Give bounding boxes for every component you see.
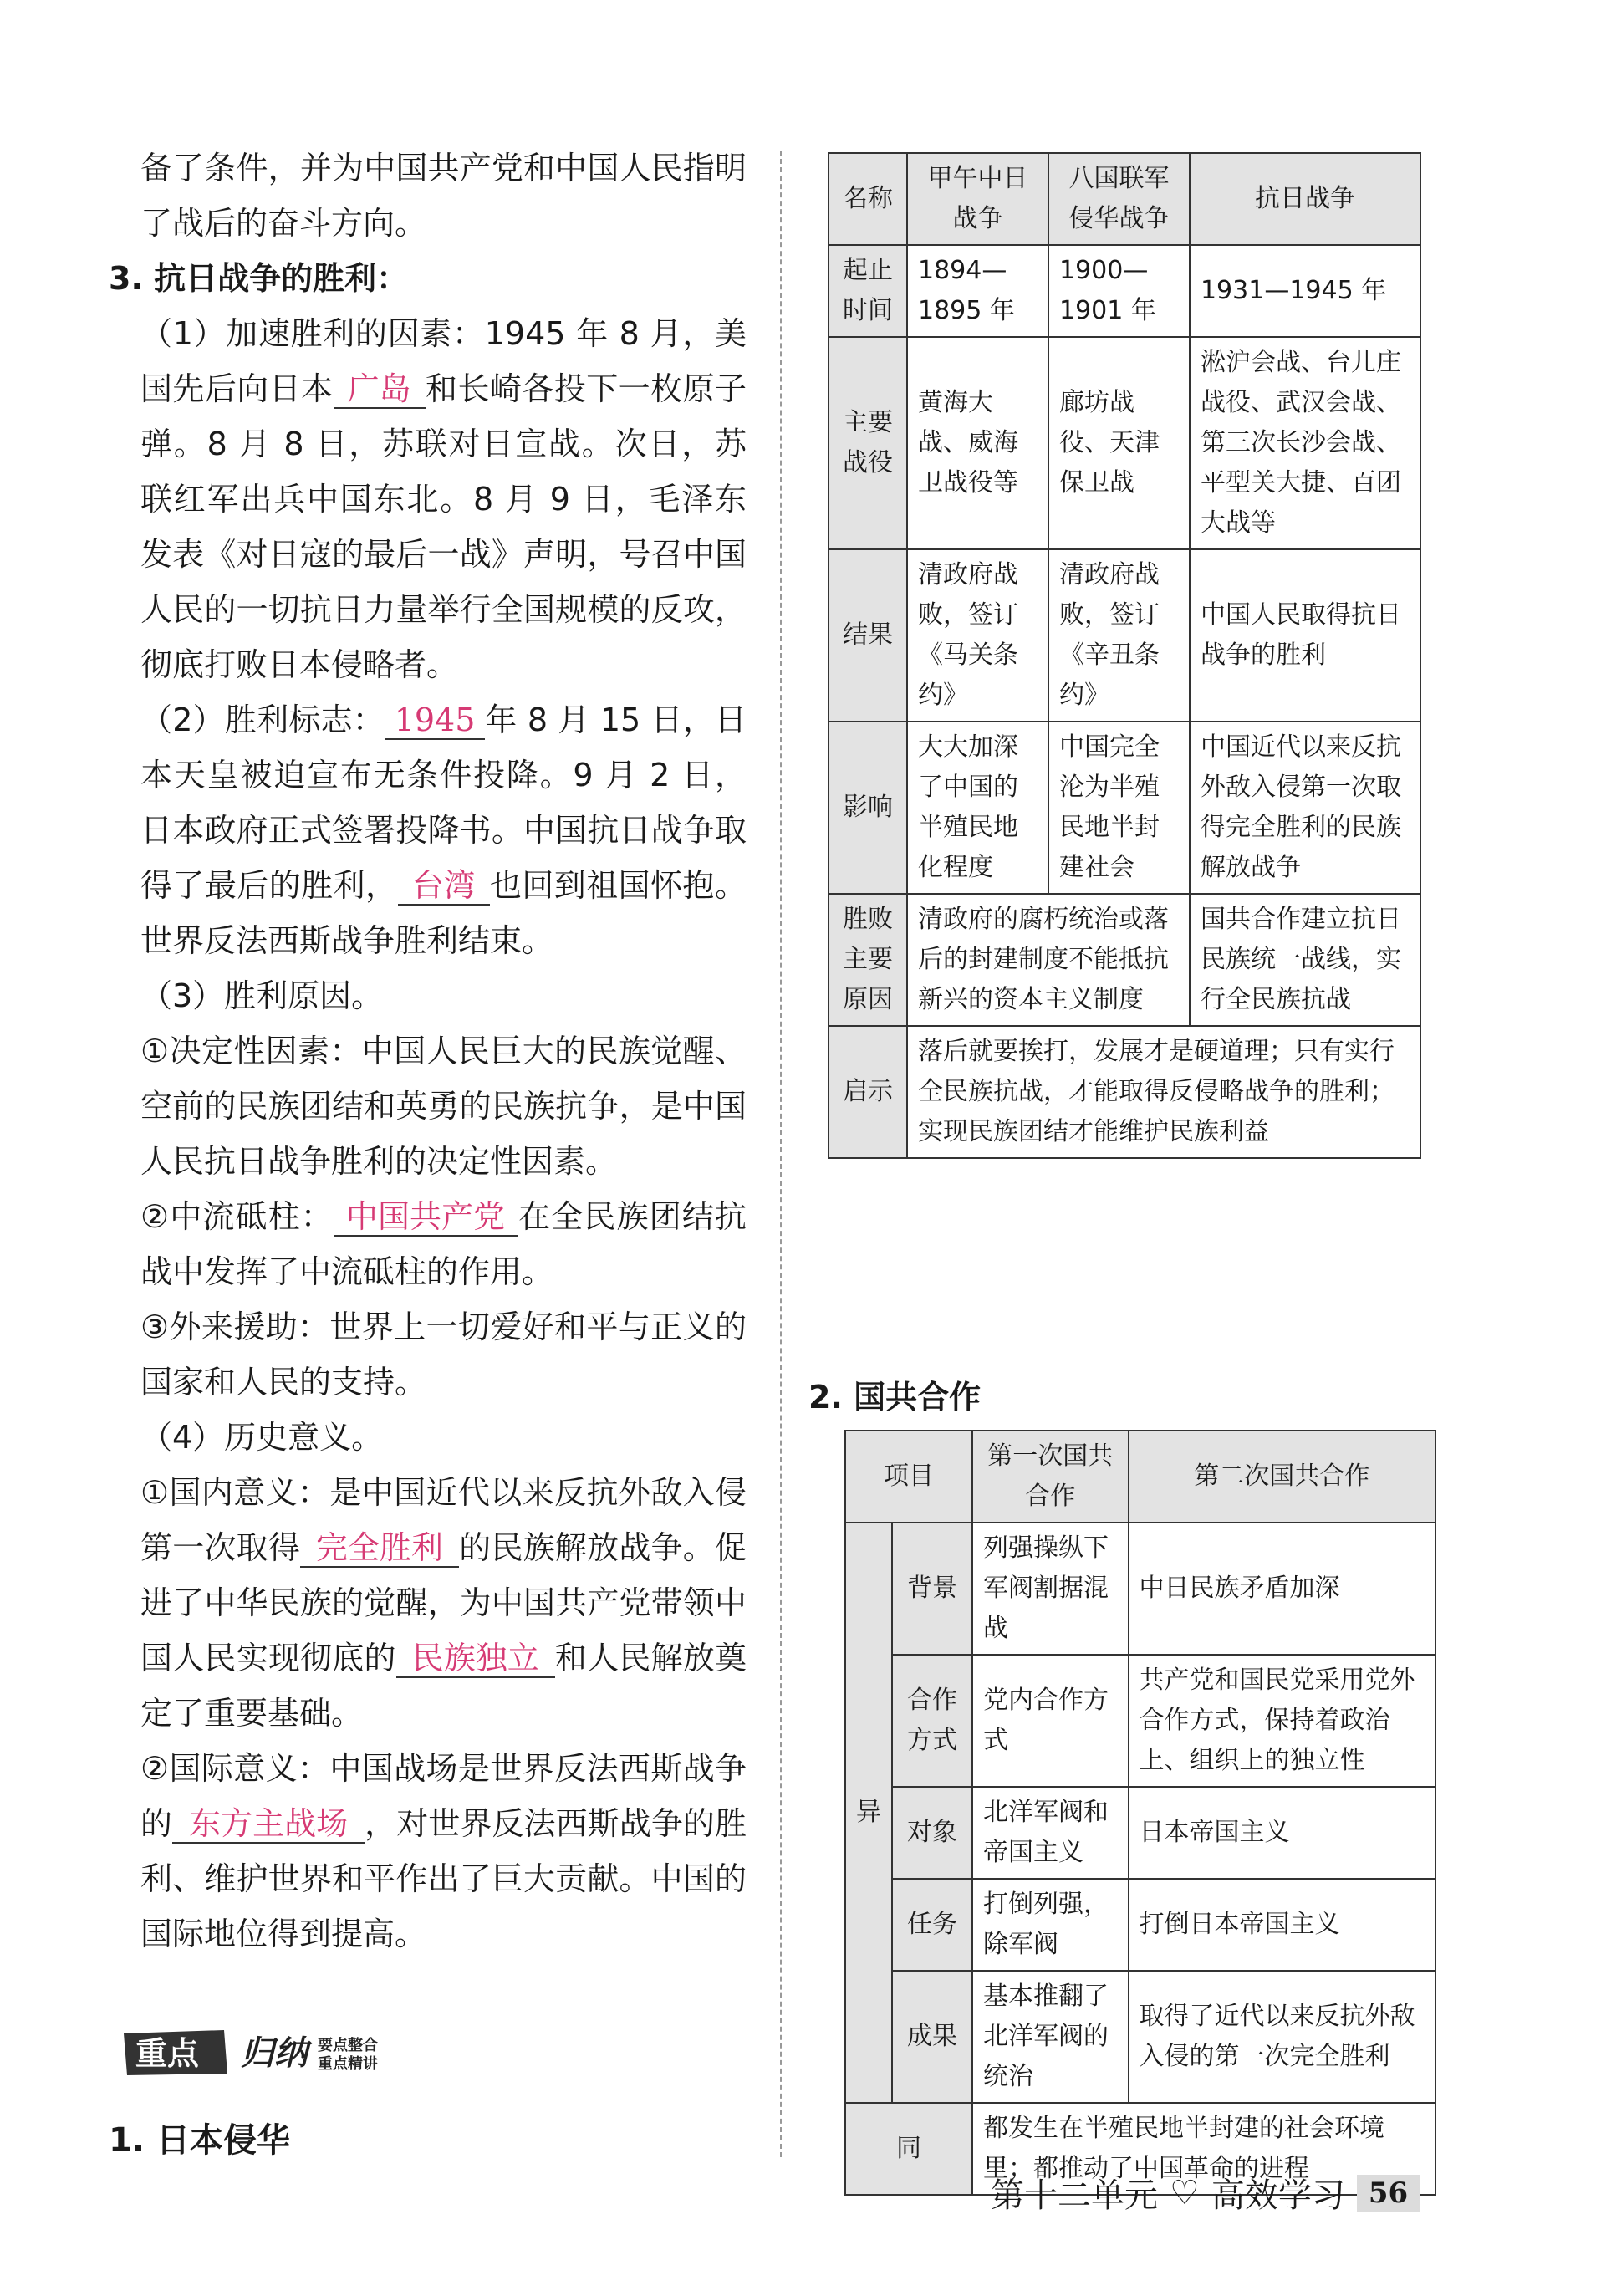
table-cell: 都发生在半殖民地半封建的社会环境里；都推动了中国革命的进程	[972, 2103, 1435, 2195]
table-cell: 成果	[892, 1971, 972, 2103]
paragraph: （3）胜利原因。	[140, 977, 384, 1014]
page-number: 56	[1357, 2175, 1420, 2212]
table-row	[829, 153, 1420, 245]
table-cell: 甲午中日战争	[907, 153, 1048, 245]
table-cell: 1931—1945 年	[1190, 245, 1420, 337]
table-cell: 取得了近代以来反抗外敌入侵的第一次完全胜利	[1129, 1971, 1435, 2103]
table-row	[829, 1026, 1420, 1158]
table-cell: 抗日战争	[1190, 153, 1420, 245]
svg-text:重点: 重点	[135, 2035, 200, 2072]
table-cell: 1894—1895 年	[907, 245, 1048, 337]
unit-label: 第十二单元	[991, 2176, 1158, 2215]
paragraph: ②国际意义：中国战场是世界反法西斯战争的 东方主战场 ，对世界反法西斯战争的胜利、维护世界和平作出了巨大贡献。中国的国际地位得到提高。	[140, 1750, 747, 1952]
table-cell: 落后就要挨打，发展才是硬道理；只有实行全民族抗战，才能取得反侵略战争的胜利；实现民族团结才能维护民族利益	[907, 1026, 1420, 1158]
table-cell: 合作方式	[892, 1655, 972, 1787]
paragraph: ①国内意义：是中国近代以来反抗外敌入侵第一次取得 完全胜利 的民族解放战争。促进了中华民族的觉醒，为中国共产党带领中国人民实现彻底的 民族独立 和人民解放奠定了重要基础。	[140, 1474, 747, 1732]
answer-blank: 完全胜利	[300, 1529, 459, 1568]
paragraph: （1）加速胜利的因素：1945 年 8 月，美国先后向日本 广岛 和长崎各投下一枚原子弹。8 月 8 日，苏联对日宣战。次日，苏联红军出兵中国东北。8 月 9 日，毛泽东发表《对日寇的最后一战》声明，号召中国人民的一切抗日力量举行全国规模的反攻，彻底打败日本侵略者。	[140, 315, 747, 683]
table-row	[829, 894, 1420, 1026]
table-row	[845, 1655, 1435, 1787]
answer-blank: 民族独立	[396, 1640, 555, 1678]
table-cell: 主要战役	[829, 337, 907, 549]
section-heading-2: 2. 国共合作	[808, 1379, 982, 1416]
section-heading-1: 1. 日本侵华	[109, 2121, 290, 2160]
table-row	[829, 722, 1420, 894]
section-heading-3: 3. 抗日战争的胜利：	[109, 260, 409, 297]
table-cell: 对象	[892, 1787, 972, 1879]
table-cell: 影响	[829, 722, 907, 894]
table-cell: 结果	[829, 549, 907, 722]
answer-blank: 东方主战场	[172, 1805, 365, 1844]
brand-label: 高效学习	[1211, 2176, 1345, 2215]
kmt-cpc-cooperation-table	[844, 1430, 1436, 2196]
left-column	[109, 140, 747, 1962]
table-cell: 打倒列强，除军阀	[972, 1879, 1129, 1971]
table-row	[829, 337, 1420, 549]
table-cell: 任务	[892, 1879, 972, 1971]
table-cell-same: 同	[845, 2103, 972, 2195]
table-row	[845, 1431, 1435, 1523]
table-cell: 清政府的腐朽统治或落后的封建制度不能抵抗新兴的资本主义制度	[907, 894, 1190, 1026]
banner-graphic	[124, 2027, 458, 2077]
table-cell: 胜败主要原因	[829, 894, 907, 1026]
svg-text:要点整合: 要点整合	[318, 2037, 378, 2054]
table-row	[829, 245, 1420, 337]
table-cell: 八国联军侵华战争	[1048, 153, 1190, 245]
heart-icon: ♡	[1170, 2173, 1200, 2212]
table-cell: 中国人民取得抗日战争的胜利	[1190, 549, 1420, 722]
table-cell: 淞沪会战、台儿庄战役、武汉会战、第三次长沙会战、平型关大捷、百团大战等	[1190, 337, 1420, 549]
answer-blank: 1945	[385, 702, 485, 740]
paragraph: （4）历史意义。	[140, 1419, 384, 1456]
table-cell: 国共合作建立抗日民族统一战线，实行全民族抗战	[1190, 894, 1420, 1026]
page-footer	[991, 2169, 1420, 2217]
table-cell: 名称	[829, 153, 907, 245]
key-summary-banner	[124, 2027, 458, 2077]
paragraph: ③外来援助：世界上一切爱好和平与正义的国家和人民的支持。	[140, 1309, 747, 1401]
table-cell: 清政府战败，签订《辛丑条约》	[1048, 549, 1190, 722]
paragraph: 备了条件，并为中国共产党和中国人民指明了战后的奋斗方向。	[140, 150, 747, 242]
table-cell: 中日民族矛盾加深	[1129, 1523, 1435, 1655]
table-cell: 起止时间	[829, 245, 907, 337]
paragraph: （2）胜利标志： 1945 年 8 月 15 日，日本天皇被迫宣布无条件投降。9 月 2 日，日本政府正式签署投降书。中国抗日战争取得了最后的胜利， 台湾 也回到祖国怀抱。世界反法西斯战争胜利结束。	[140, 702, 747, 959]
table-header-cell: 项目	[845, 1431, 972, 1523]
column-divider	[780, 151, 782, 2157]
table-cell: 启示	[829, 1026, 907, 1158]
table-cell: 基本推翻了北洋军阀的统治	[972, 1971, 1129, 2103]
table-cell: 列强操纵下军阀割据混战	[972, 1523, 1129, 1655]
table-cell: 中国完全沦为半殖民地半封建社会	[1048, 722, 1190, 894]
paragraph: ②中流砥柱： 中国共产党 在全民族团结抗战中发挥了中流砥柱的作用。	[140, 1198, 747, 1290]
table-row	[845, 1879, 1435, 1971]
table-cell-diff: 异	[845, 1523, 892, 2103]
table-cell: 北洋军阀和帝国主义	[972, 1787, 1129, 1879]
answer-blank: 广岛	[334, 370, 426, 409]
table-cell: 清政府战败，签订《马关条约》	[907, 549, 1048, 722]
svg-text:重点精讲: 重点精讲	[318, 2055, 378, 2073]
table-row	[845, 1787, 1435, 1879]
svg-text:归纳: 归纳	[241, 2034, 308, 2073]
table-cell: 中国近代以来反抗外敌入侵第一次取得完全胜利的民族解放战争	[1190, 722, 1420, 894]
answer-blank: 台湾	[398, 867, 490, 906]
table-cell: 廊坊战役、天津保卫战	[1048, 337, 1190, 549]
table-cell: 党内合作方式	[972, 1655, 1129, 1787]
table-row	[829, 549, 1420, 722]
table-header-cell: 第一次国共合作	[972, 1431, 1129, 1523]
table-cell: 大大加深了中国的半殖民地化程度	[907, 722, 1048, 894]
table-cell: 背景	[892, 1523, 972, 1655]
table-header-cell: 第二次国共合作	[1129, 1431, 1435, 1523]
paragraph: ①决定性因素：中国人民巨大的民族觉醒、空前的民族团结和英勇的民族抗争，是中国人民抗日战争胜利的决定性因素。	[140, 1033, 747, 1180]
war-comparison-table	[828, 152, 1421, 1159]
table-cell: 共产党和国民党采用党外合作方式，保持着政治上、组织上的独立性	[1129, 1655, 1435, 1787]
table-row	[845, 1523, 1435, 1655]
table-cell: 日本帝国主义	[1129, 1787, 1435, 1879]
table-row	[845, 1971, 1435, 2103]
answer-blank: 中国共产党	[334, 1198, 518, 1237]
table-cell: 1900—1901 年	[1048, 245, 1190, 337]
table-cell: 黄海大战、威海卫战役等	[907, 337, 1048, 549]
table-cell: 打倒日本帝国主义	[1129, 1879, 1435, 1971]
